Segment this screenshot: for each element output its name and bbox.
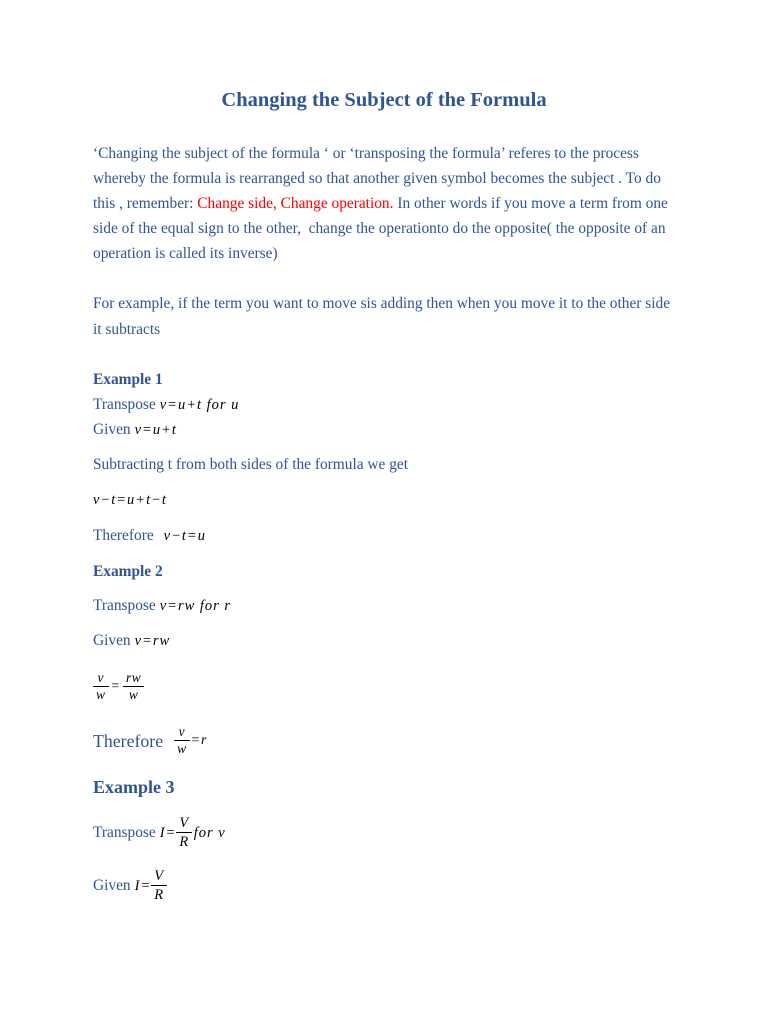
equals-sign: =	[110, 678, 121, 694]
intro-line-1: ‘Changing the subject of the formula ‘ or ‘transposing the formula’ referes to the process	[93, 145, 639, 162]
fraction-denominator: w	[128, 687, 139, 702]
fraction-denominator: R	[179, 834, 189, 850]
fraction-numerator: v	[97, 670, 104, 685]
step-formula: v−t=u+t−t	[93, 492, 167, 508]
example-3-heading: Example 3	[93, 777, 175, 797]
step-formula-line	[93, 490, 167, 510]
therefore-statement	[93, 526, 206, 546]
therefore-formula: v−t=u	[163, 528, 206, 544]
fraction-numerator: v	[178, 724, 186, 739]
result-expression: =r	[190, 732, 208, 748]
division-step	[93, 670, 144, 703]
therefore-label: Therefore	[93, 730, 164, 751]
fraction-denominator: w	[177, 741, 187, 756]
transpose-statement	[93, 596, 231, 616]
fraction-left	[93, 670, 109, 703]
intro-line-3-end: In other words if you move a term from one	[393, 195, 668, 212]
fraction-right	[123, 670, 144, 703]
formula-target: for v	[193, 824, 226, 841]
fraction	[174, 724, 190, 757]
therefore-statement	[93, 724, 210, 757]
transpose-statement	[93, 814, 226, 851]
intro-line-2: whereby the formula is rearranged so that another given symbol becomes the subject . To do	[93, 170, 661, 187]
given-label: Given	[93, 632, 131, 649]
formula-lhs: I=	[159, 824, 177, 841]
fraction-denominator: R	[154, 887, 164, 903]
key-rule-highlight: Change side, Change operation.	[197, 195, 394, 212]
given-label: Given	[93, 421, 131, 438]
fraction-numerator: V	[179, 815, 189, 831]
transpose-label: Transpose	[93, 823, 156, 841]
fraction-denominator: w	[96, 687, 106, 702]
given-formula: v=u+t	[134, 422, 177, 438]
given-statement	[93, 420, 177, 440]
therefore-label: Therefore	[93, 527, 154, 544]
fraction	[151, 867, 166, 904]
intro-line-5: operation is called its inverse)	[93, 245, 278, 262]
fraction-numerator: V	[154, 868, 164, 884]
given-formula: v=rw	[134, 633, 171, 649]
given-statement	[93, 631, 170, 651]
example-1-heading: Example 1	[93, 371, 163, 388]
intro-line-3	[93, 194, 668, 214]
formula-lhs: I=	[134, 877, 152, 894]
note-line-2: it subtracts	[93, 321, 161, 338]
transpose-statement	[93, 395, 239, 415]
intro-line-3-start: this , remember:	[93, 195, 198, 212]
fraction-numerator: rw	[125, 670, 142, 685]
transpose-formula: v=rw for r	[159, 598, 232, 614]
given-statement	[93, 867, 167, 904]
transpose-label: Transpose	[93, 597, 156, 614]
example-2-heading: Example 2	[93, 563, 163, 580]
intro-line-4: side of the equal sign to the other, change the operationto do the opposite( the opposite of an	[93, 220, 666, 237]
transpose-formula: v=u+t for u	[159, 397, 240, 413]
given-label: Given	[93, 876, 131, 894]
transpose-label: Transpose	[93, 396, 156, 413]
note-line-1: For example, if the term you want to move sis adding then when you move it to the other side	[93, 295, 671, 312]
fraction	[176, 814, 191, 851]
page-title: Changing the Subject of the Formula	[221, 89, 547, 111]
step-description: Subtracting t from both sides of the formula we get	[93, 456, 409, 473]
